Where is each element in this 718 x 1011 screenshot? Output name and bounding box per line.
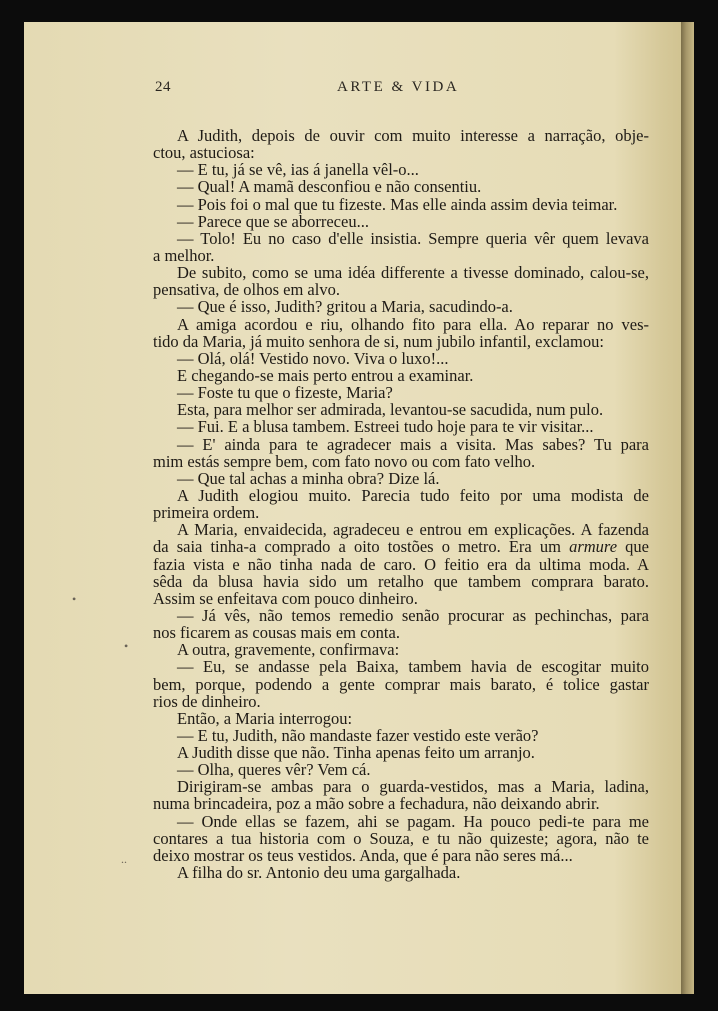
text-line: deixo mostrar os teus vestidos. Anda, que é para não seres má... bbox=[153, 845, 573, 865]
text-line: — E tu, Judith, não mandaste fazer vestido este verão? bbox=[177, 725, 539, 745]
text-line: A amiga acordou e riu, olhando fito para ella. Ao reparar no ves- bbox=[177, 314, 649, 334]
text-line: — Pois foi o mal que tu fizeste. Mas elle ainda assim devia teimar. bbox=[177, 194, 618, 214]
text-line: numa brincadeira, poz a mão sobre a fechadura, não deixando abrir. bbox=[153, 794, 600, 814]
text-line: a melhor. bbox=[153, 245, 215, 265]
text-line: — Tolo! Eu no caso d'elle insistia. Sempre queria vêr quem levava bbox=[177, 228, 649, 248]
body-text bbox=[153, 127, 649, 881]
text-line: pensativa, de olhos em alvo. bbox=[153, 280, 340, 300]
book-page bbox=[24, 22, 694, 994]
speck: • bbox=[72, 592, 77, 606]
text-line: da saia tinha-a comprado a oito tostões o metro. Era um armure que bbox=[153, 537, 649, 557]
text-line: — Foste tu que o fizeste, Maria? bbox=[177, 383, 393, 403]
text-line: — Qual! A mamã desconfiou e não consentiu. bbox=[177, 177, 482, 197]
text-line: E chegando-se mais perto entrou a examinar. bbox=[177, 365, 474, 385]
text-line: sêda da blusa havia sido um retalho que tambem comprara barato. bbox=[153, 571, 649, 591]
text-line: De subito, como se uma idéa differente a tivesse dominado, calou-se, bbox=[177, 263, 649, 283]
text-line: ctou, astuciosa: bbox=[153, 143, 255, 163]
text-line: nos ficarem as cousas mais em conta. bbox=[153, 623, 400, 643]
text-line: — Olá, olá! Vestido novo. Viva o luxo!... bbox=[177, 348, 449, 368]
text-line: Dirigiram-se ambas para o guarda-vestidos, mas a Maria, ladina, bbox=[177, 777, 649, 797]
text-line: A Judith elogiou muito. Parecia tudo feito por uma modista de bbox=[177, 485, 649, 505]
text-line: A Judith disse que não. Tinha apenas feito um arranjo. bbox=[177, 743, 535, 763]
running-title: ARTE & VIDA bbox=[337, 79, 460, 95]
text-line: Esta, para melhor ser admirada, levantou-se sacudida, num pulo. bbox=[177, 400, 604, 420]
page-header bbox=[24, 79, 694, 99]
text-line: Assim se enfeitava com pouco dinheiro. bbox=[153, 588, 418, 608]
text-line: — Que tal achas a minha obra? Dize lá. bbox=[177, 468, 440, 488]
text-line: — Onde ellas se fazem, ahi se pagam. Ha pouco pedi-te para me bbox=[177, 811, 649, 831]
text-line: bem, porque, podendo a gente comprar mais barato, é tolice gastar bbox=[153, 674, 649, 694]
text-line: rios de dinheiro. bbox=[153, 691, 261, 711]
text-line: — E tu, já se vê, ias á janella vêl-o... bbox=[177, 160, 419, 180]
text-line: Então, a Maria interrogou: bbox=[177, 708, 353, 728]
text-line: — Olha, queres vêr? Vem cá. bbox=[177, 760, 371, 780]
text-line: contares a tua historia com o Souza, e tu não quizeste; agora, não te bbox=[153, 828, 649, 848]
page-spine bbox=[681, 22, 694, 994]
text-line: tido da Maria, já muito senhora de si, num jubilo infantil, exclamou: bbox=[153, 331, 604, 351]
text-line: mim estás sempre bem, com fato novo ou com fato velho. bbox=[153, 451, 536, 471]
page-number: 24 bbox=[155, 79, 171, 95]
speck: • bbox=[124, 639, 129, 653]
text-line: A Maria, envaidecida, agradeceu e entrou em explicações. A fazenda bbox=[177, 520, 649, 540]
text-line: — E' ainda para te agradecer mais a visita. Mas sabes? Tu para bbox=[177, 434, 649, 454]
text-line: A Judith, depois de ouvir com muito interesse a narração, obje- bbox=[177, 126, 649, 145]
text-line: A filha do sr. Antonio deu uma gargalhada. bbox=[177, 863, 461, 883]
text-line: fazia vista e não tinha nada de caro. O feitio era da ultima moda. A bbox=[153, 554, 649, 574]
text-line: — Já vês, não temos remedio senão procurar as pechinchas, para bbox=[177, 605, 649, 625]
text-line: — Eu, se andasse pela Baixa, tambem havia de escogitar muito bbox=[177, 657, 649, 677]
text-line: — Que é isso, Judith? gritou a Maria, sacudindo-a. bbox=[177, 297, 513, 317]
text-line: primeira ordem. bbox=[153, 503, 260, 523]
text-line: A outra, gravemente, confirmava: bbox=[177, 640, 400, 660]
text-line: — Fui. E a blusa tambem. Estreei tudo hoje para te vir visitar... bbox=[177, 417, 594, 437]
speck: .. bbox=[121, 852, 127, 866]
text-line: — Parece que se aborreceu... bbox=[177, 211, 369, 231]
